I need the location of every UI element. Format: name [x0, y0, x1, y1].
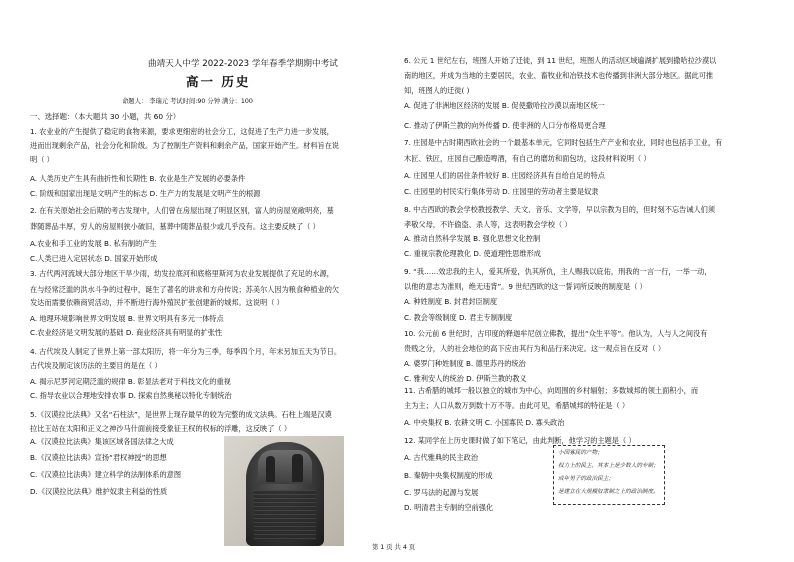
left-text-line: 2. 在有关原始社会后期的考古发现中，人们曾在房屋出现了明显区别，富人的房屋宽敞明亮，墓	[30, 206, 334, 215]
right-text-line: B. 秦朝中央集权制度的形成	[404, 471, 493, 480]
note-line: 权力上的民主，其本上是少数人的专制；	[558, 463, 659, 469]
left-text-line: C. 指导农业以合理地安排农事 D. 探索自然奥秘以特化专制统治	[30, 391, 232, 400]
cuneiform-text	[254, 490, 316, 540]
right-text-line: A. 种姓制度 B. 封君封臣制度	[404, 297, 498, 306]
note-line: 成年男子的政治民主；	[558, 476, 614, 482]
left-text-line: A.《汉谟拉比法典》集该区域各国法律之大成	[30, 437, 174, 446]
right-text-line: A. 古代雅典的民主政治	[404, 453, 479, 462]
subject-heading: 高一 历史	[186, 74, 251, 89]
right-text-line: 以他的意志为准则，绝无违背”。9 世纪西欧的这一誓词所反映的制度是（ ）	[404, 282, 647, 291]
relief-carving	[258, 450, 312, 484]
right-text-line: A. 中央集权 B. 农耕文明 C. 小国寡民 D. 寡头政治	[404, 418, 565, 427]
right-text-line: 贵贱之分，人的社会地位的高下应由其行为和品行来决定。这一观点旨在反对（ ）	[404, 344, 666, 353]
page-footer: 第 1 页 共 4 页	[372, 544, 416, 551]
left-text-line: 进而出现剩余产品，社会分化和阶级。为了控制生产资料和剩余产品，国家开始产生。材料旨在说	[30, 141, 340, 150]
right-text-line: A. 庄园里人们的居住条件较好 B. 庄园经济具有自给自足的特点	[404, 171, 605, 180]
right-text-line: C. 庄园里的村民实行集体劳动 D. 庄园里的劳动者主要是奴隶	[404, 187, 599, 196]
left-text-line: 发达而需要依赖商贸活动，并不断进行海外殖民扩张创建新的城邦。这说明（ ）	[30, 298, 284, 307]
right-text-line: 知，班图人的迁徙( )	[404, 86, 470, 95]
right-text-line: C. 教会等级制度 D. 君主专制制度	[404, 313, 513, 322]
right-text-line: C. 罗马法的起源与发展	[404, 488, 479, 497]
left-text-line: B.《汉谟拉比法典》宣扬“君权神授”的思想	[30, 453, 167, 462]
right-text-line: 孝敬父母，不许偷盗、杀人等，这表明教会学校（ ）	[404, 220, 572, 229]
left-text-line: D.《汉谟拉比法典》维护奴隶主利益的性质	[30, 487, 168, 496]
left-text-line: 明（ ）	[30, 155, 54, 164]
left-text-line: 古代埃及制定该历法的主要目的是在（ ）	[30, 361, 162, 370]
exam-meta: 命题人： 李瑞元 考试时间:90 分钟 满分：100	[122, 98, 253, 105]
left-text-line: 4. 古代埃及人制定了世界上第一部太阳历，将一年分为三季，每季四个月，年末另加五天为节日。	[30, 347, 342, 356]
right-text-line: 12. 某同学在上历史课时做了如下笔记，由此判断，他学习的主题是（ ）	[404, 436, 636, 445]
right-text-line: C. 推动了伊斯兰教的向外传播 D. 使非洲的人口分布格局更合理	[404, 121, 606, 130]
note-line: 是建立在大规模奴隶制之上的政治制度。	[558, 489, 659, 495]
right-text-line: 7. 庄园是中古时期西欧社会的一个最基本单元，它同时包括生产产业和农业，同时也包括手工业，有	[404, 138, 723, 147]
left-text-line: 3. 古代两河流域大部分地区干旱少雨，幼发拉底河和底格里斯河为农业发展提供了充足的水源，	[30, 269, 334, 278]
right-text-line: 10. 公元前 6 世纪时，古印度的释迦牟尼创立佛教，提出“众生平等”。他认为，人与人之间没有	[404, 329, 708, 338]
right-text-line: A. 促进了非洲地区经济的发展 B. 促使撒哈拉沙漠以南地区统一	[404, 101, 605, 110]
right-text-line: 木匠、铁匠，庄园自己酿造啤酒，有自己的磨坊和面包坊，这段材料说明（ ）	[404, 154, 651, 163]
left-text-line: C.农业经济是文明发展的基础 D. 商业经济具有明显的扩张性	[30, 328, 223, 337]
left-text-line: 在与经常泛滥的洪水斗争的过程中，诞生了著名的讲求和方舟传说；苏美尔人因为粮食种植业的欠	[30, 285, 340, 294]
right-text-line: 11. 古希腊的城邦一般以独立的城市为中心，向周围的乡村辐射；多数城邦的领土面积小，而	[404, 386, 699, 395]
right-text-line: C. 重视宗教伦理教化 D. 使道理性思维形成	[404, 249, 541, 258]
left-text-line: 5.《汉谟拉比法典》又名“石柱法”，是世界上现存最早的较为完整的成文法典。石柱上端是汉谟	[30, 410, 332, 419]
left-text-line: C.人类已进入定居状态 D. 国家开始形成	[30, 254, 158, 263]
right-text-line: 6. 公元 1 世纪左右，班图人开始了迁徙，到 11 世纪，班图人的活动区域遍湖扩展到撒哈拉沙漠以	[404, 56, 717, 65]
right-text-line: 主为主；人口从数万到数十万不等。由此可见，希腊城邦的特征是（ ）	[404, 401, 630, 410]
left-text-line: C. 阶级和国家出现是文明产生的标志 D. 生产力的发展是文明产生的根源	[30, 189, 261, 198]
right-text-line: 8. 中古西欧的教会学校教授教学、天文、音乐、文学等，早以宗教为目的，但时刻不忘告诫人们须	[404, 205, 716, 214]
right-text-line: C. 雅利安人的统治 D. 伊斯兰教的教义	[404, 374, 527, 383]
exam-title: 曲靖天人中学 2022-2023 学年春季学期期中考试	[148, 59, 338, 69]
left-text-line: A. 揭示尼罗河定期泛滥的规律 B. 彰显法老对于科技文化的重视	[30, 377, 231, 386]
right-text-line: 9. “我……效忠我的主人，爱其所爱，仇其所仇，主人赐我以庇佑，刑我的一言一行，一举一动，	[404, 267, 712, 276]
right-text-line: D. 明清君主专制的空前强化	[404, 503, 494, 512]
section-heading: 一、选择题：（本大题共 30 小题，共 60 分）	[30, 112, 181, 121]
left-text-line: 葬随葬品丰厚，穷人的房屋则狭小破旧，墓葬中随葬品很少或几乎没有。这主要反映了（ ）	[30, 222, 320, 231]
left-text-line: A. 地理环境影响世界文明发展 B. 世界文明具有多元一体特点	[30, 314, 224, 323]
left-text-line: 1. 农业业的产生提供了稳定的食物来源，要求更细密的社会分工，这促进了生产力进一步发展，	[30, 127, 334, 136]
right-text-line: A. 婆罗门种姓制度 B. 德里苏丹的统治	[404, 359, 526, 368]
hammurabi-stele-image	[224, 436, 344, 546]
left-text-line: A. 人类历史产生具有曲折性和长期性 B. 农业是生产发展的必要条件	[30, 174, 246, 183]
left-text-line: A.农业和手工业的发展 B. 私有制的产生	[30, 239, 157, 248]
left-text-line: C.《汉谟拉比法典》建立科学的法制体系的意图	[30, 470, 182, 479]
right-text-line: 南的地区，并成为当地的主要居民，农业、畜牧业和冶铁技术也传播到非洲大部分地区。据此可推	[404, 71, 714, 80]
note-line: 小国寡民的产物；	[558, 450, 603, 456]
left-text-line: 拉比王站在太阳和正义之神沙马什面前接受象征王权的权标的浮雕，这反映了（ ）	[30, 424, 292, 433]
right-text-line: A. 推动自然科学发展 B. 强化思想文化控制	[404, 234, 541, 243]
